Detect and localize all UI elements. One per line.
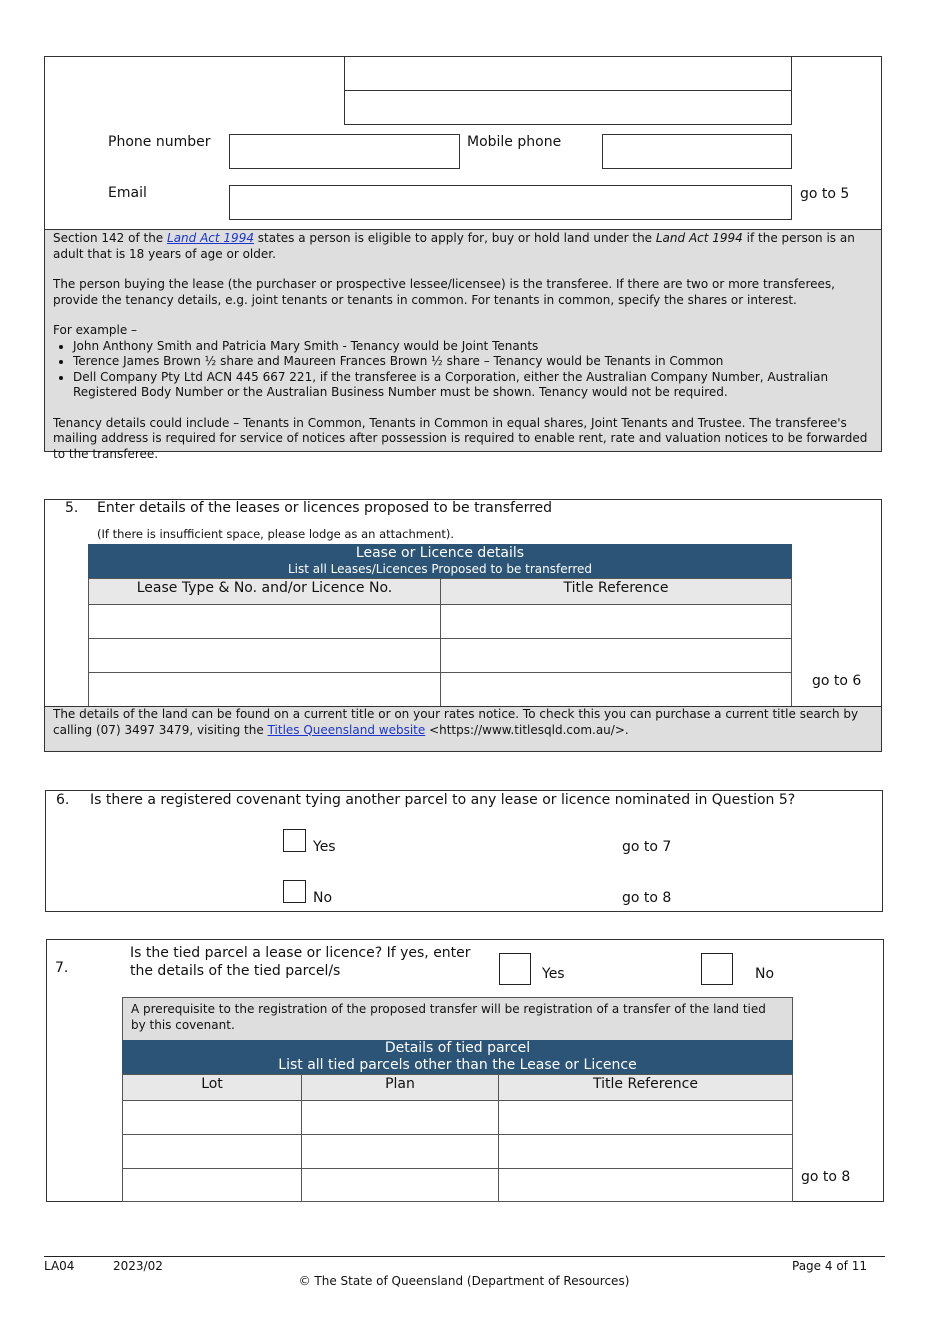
- section5-number: 5.: [65, 500, 79, 516]
- tied-row-1-lot[interactable]: [122, 1100, 302, 1135]
- section5-question: Enter details of the leases or licences proposed to be transferred: [97, 500, 553, 516]
- tied-row-3-title[interactable]: [498, 1168, 793, 1202]
- goto-5-label: go to 5: [800, 186, 850, 202]
- goto-8-label-section7: go to 8: [801, 1169, 851, 1185]
- tied-row-2-title[interactable]: [498, 1134, 793, 1169]
- covenant-no-label: No: [313, 890, 333, 906]
- footer-divider: [44, 1256, 885, 1257]
- lease-row-3-title[interactable]: [440, 672, 792, 707]
- phone-number-field[interactable]: [229, 134, 460, 169]
- goto-6-label: go to 6: [812, 673, 862, 689]
- footer-copyright: © The State of Queensland (Department of Resources): [298, 1274, 630, 1288]
- note-eligibility: Section 142 of the Land Act 1994 states a person is eligible to apply for, buy or hold land under the Land Act 1994 if the person is an adult that is 18 years of age or older.: [53, 231, 855, 261]
- section5-hint: (If there is insufficient space, please lodge as an attachment).: [97, 527, 455, 541]
- address-line-2-field[interactable]: [344, 90, 792, 125]
- lease-row-1-type[interactable]: [88, 604, 441, 639]
- titles-queensland-link[interactable]: Titles Queensland website: [267, 722, 426, 737]
- tied-table-title: Details of tied parcel: [384, 1040, 531, 1056]
- example-list: [53, 339, 873, 401]
- tied-no-checkbox[interactable]: [701, 953, 733, 985]
- note-transferee: The person buying the lease (the purchaser or prospective lessee/licensee) is the transferee. If there are two or more transferees, provide the tenancy details, e.g. joint tenants or tenants in common. For tenants in common, specify the shares or interest.: [53, 277, 835, 307]
- lease-type-column-header: Lease Type & No. and/or Licence No.: [88, 578, 441, 605]
- section6-box: [45, 790, 883, 912]
- goto-7-label: go to 7: [622, 839, 672, 855]
- tied-table-header: [122, 1040, 793, 1075]
- mobile-label: Mobile phone: [467, 134, 562, 150]
- section7-prereq-note: A prerequisite to the registration of the proposed transfer will be registration of a transfer of the land tied by this covenant.: [122, 997, 793, 1041]
- tied-row-1-title[interactable]: [498, 1100, 793, 1135]
- lease-row-1-title[interactable]: [440, 604, 792, 639]
- tied-yes-label: Yes: [542, 966, 565, 982]
- lease-table-title: Lease or Licence details: [355, 545, 525, 561]
- section5-note: The details of the land can be found on a current title or on your rates notice. To check this you can purchase a current title search by calling (07) 3497 3479, visiting the Titles Queensland website <https://www.titlesqld.com.au/>.: [45, 706, 881, 751]
- lease-table-header: [88, 544, 792, 579]
- covenant-yes-checkbox[interactable]: [283, 829, 306, 852]
- section6-question: Is there a registered covenant tying another parcel to any lease or licence nominated in Question 5?: [90, 792, 796, 808]
- tied-row-2-lot[interactable]: [122, 1134, 302, 1169]
- section4-note: [45, 229, 881, 461]
- tied-no-label: No: [755, 966, 775, 982]
- title-reference-column-header: Title Reference: [440, 578, 792, 605]
- phone-label: Phone number: [108, 134, 211, 150]
- goto-8-label: go to 8: [622, 890, 672, 906]
- mobile-phone-field[interactable]: [602, 134, 792, 169]
- covenant-yes-label: Yes: [313, 839, 336, 855]
- section7-number: 7.: [55, 960, 69, 976]
- tied-yes-checkbox[interactable]: [499, 953, 531, 985]
- covenant-no-checkbox[interactable]: [283, 880, 306, 903]
- tied-row-3-plan[interactable]: [301, 1168, 499, 1202]
- footer-version: 2023/02: [113, 1259, 163, 1273]
- email-field[interactable]: [229, 185, 792, 220]
- section6-number: 6.: [56, 792, 70, 808]
- lot-column-header: Lot: [122, 1074, 302, 1101]
- note-tenancy: Tenancy details could include – Tenants in Common, Tenants in Common in equal shares, Joint Tenants and Trustee. The transferee's mailing address is required for service of notices after possession is required to enable rent, rate and valuation notices to be forwarded to the transferee.: [53, 415, 868, 461]
- tied-table-subtitle: List all tied parcels other than the Lease or Licence: [278, 1057, 637, 1073]
- address-line-1-field[interactable]: [344, 56, 792, 91]
- footer-form-code: LA04: [44, 1259, 75, 1273]
- email-label: Email: [108, 185, 147, 201]
- example-item: • Terence James Brown ½ share and Maureen Frances Brown ½ share – Tenancy would be Tenants in Common: [73, 354, 873, 370]
- lease-row-3-type[interactable]: [88, 672, 441, 707]
- land-act-link[interactable]: Land Act 1994: [167, 231, 254, 245]
- plan-column-header: Plan: [301, 1074, 499, 1101]
- tied-row-2-plan[interactable]: [301, 1134, 499, 1169]
- example-item: • John Anthony Smith and Patricia Mary Smith - Tenancy would be Joint Tenants: [73, 339, 873, 355]
- lease-row-2-type[interactable]: [88, 638, 441, 673]
- note-example-intro: For example –: [53, 323, 138, 337]
- lease-table-subtitle: List all Leases/Licences Proposed to be transferred: [287, 562, 592, 576]
- example-item: • Dell Company Pty Ltd ACN 445 667 221, if the transferee is a Corporation, either the Australian Company Number, Australian Registered Body Number or the Australian Business Number must be shown. Tenancy would not be required.: [73, 370, 873, 401]
- lease-row-2-title[interactable]: [440, 638, 792, 673]
- footer-page-number: Page 4 of 11: [792, 1259, 867, 1273]
- section7-question: Is the tied parcel a lease or licence? If yes, enter the details of the tied parcel/s: [130, 945, 471, 979]
- tied-title-reference-column-header: Title Reference: [498, 1074, 793, 1101]
- tied-row-1-plan[interactable]: [301, 1100, 499, 1135]
- tied-row-3-lot[interactable]: [122, 1168, 302, 1202]
